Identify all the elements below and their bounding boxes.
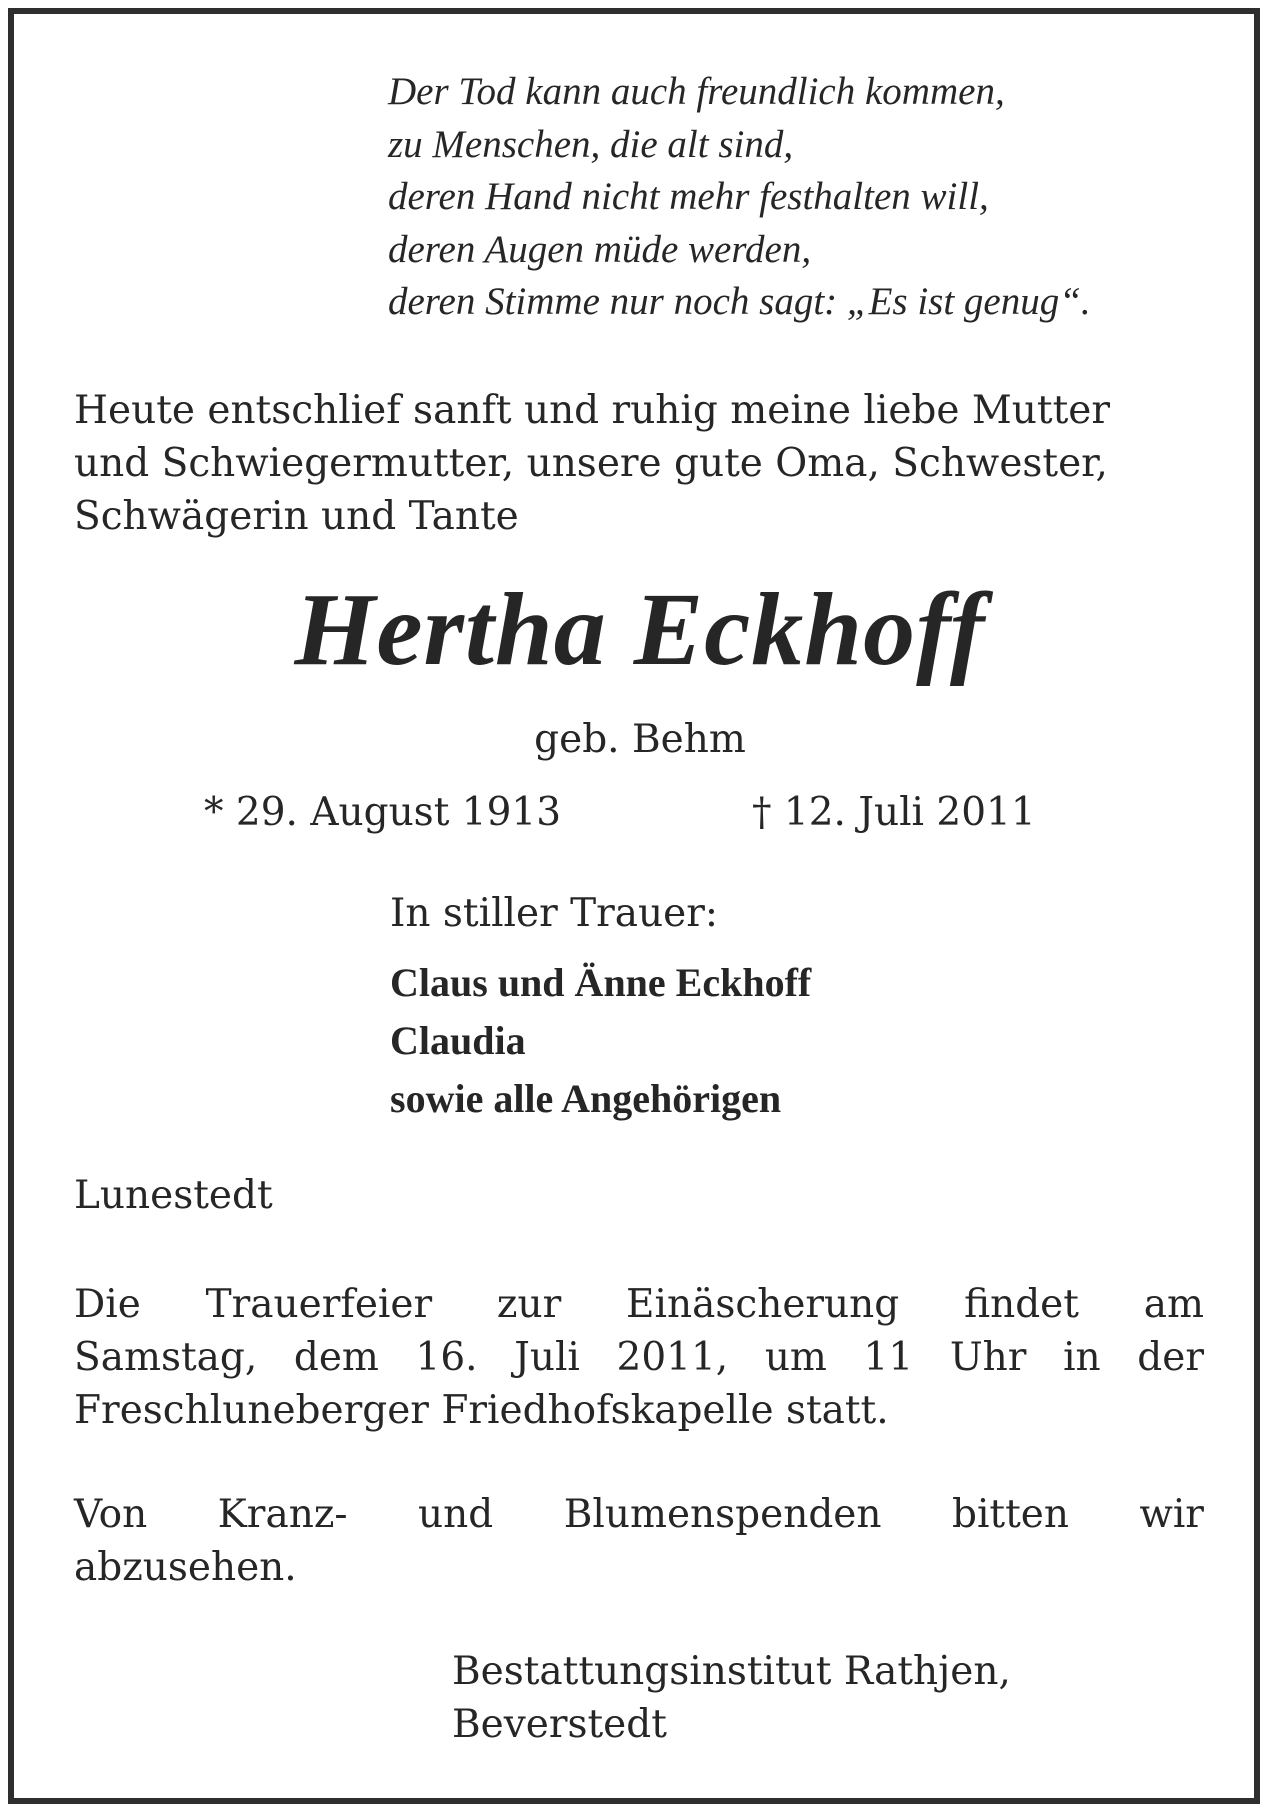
word: 11 xyxy=(863,1335,914,1380)
word: dem xyxy=(293,1335,379,1380)
poem xyxy=(388,66,1091,329)
undertaker xyxy=(452,1645,1011,1751)
mourner-line: sowie alle Angehörigen xyxy=(390,1076,782,1121)
word: wir xyxy=(1139,1492,1204,1537)
poem-line: deren Augen müde werden, xyxy=(388,227,812,271)
poem-line: deren Stimme nur noch sagt: „Es ist genug“. xyxy=(388,280,1091,323)
intro-text xyxy=(74,384,1204,543)
word: und xyxy=(418,1492,494,1537)
ceremony-line xyxy=(74,1278,1204,1331)
word: zur xyxy=(496,1282,562,1327)
intro-line: Heute entschlief sanft und ruhig meine liebe Mutter xyxy=(74,388,1110,433)
word: Blumenspenden xyxy=(563,1492,882,1537)
place-name: Lunestedt xyxy=(74,1173,273,1218)
word: Samstag, xyxy=(74,1335,258,1380)
word: am xyxy=(1143,1282,1204,1327)
birth-date: * 29. August 1913 xyxy=(204,790,562,835)
poem-line: zu Menschen, die alt sind, xyxy=(388,122,794,166)
mourner-line: Claus und Änne Eckhoff xyxy=(390,960,812,1005)
deceased-name: Hertha Eckhoff xyxy=(294,572,986,687)
poem-line: deren Hand nicht mehr festhalten will, xyxy=(388,175,989,218)
word: in xyxy=(1063,1335,1101,1380)
word: um xyxy=(764,1335,827,1380)
word: der xyxy=(1137,1335,1204,1380)
poem-line: Der Tod kann auch freundlich kommen, xyxy=(388,70,1005,113)
intro-line: und Schwiegermutter, unsere gute Oma, Schwester, xyxy=(74,441,1108,486)
word: findet xyxy=(964,1282,1079,1327)
donations-line xyxy=(74,1488,1204,1541)
undertaker-line: Bestattungsinstitut Rathjen, xyxy=(452,1649,1011,1694)
word: Uhr xyxy=(949,1335,1027,1380)
word: 2011, xyxy=(616,1335,729,1380)
word: 16. xyxy=(415,1335,478,1380)
word: Von xyxy=(74,1492,148,1537)
mourners-list xyxy=(390,954,811,1128)
mourning-heading: In stiller Trauer: xyxy=(390,891,719,936)
ceremony-line: Freschluneberger Friedhofskapelle statt. xyxy=(74,1388,889,1433)
word: Kranz- xyxy=(217,1492,348,1537)
ceremony-line xyxy=(74,1331,1204,1384)
mourner-line: Claudia xyxy=(390,1018,526,1063)
undertaker-line: Beverstedt xyxy=(452,1702,667,1747)
donations-paragraph xyxy=(74,1488,1204,1594)
word: Trauerfeier xyxy=(205,1282,433,1327)
maiden-name: geb. Behm xyxy=(534,717,746,762)
word: Die xyxy=(74,1282,141,1327)
death-date: † 12. Juli 2011 xyxy=(752,790,1036,835)
intro-line: Schwägerin und Tante xyxy=(74,494,519,539)
word: Juli xyxy=(514,1335,580,1380)
word: bitten xyxy=(951,1492,1069,1537)
donations-line: abzusehen. xyxy=(74,1545,297,1590)
word: Einäscherung xyxy=(626,1282,900,1327)
ceremony-paragraph xyxy=(74,1278,1204,1437)
